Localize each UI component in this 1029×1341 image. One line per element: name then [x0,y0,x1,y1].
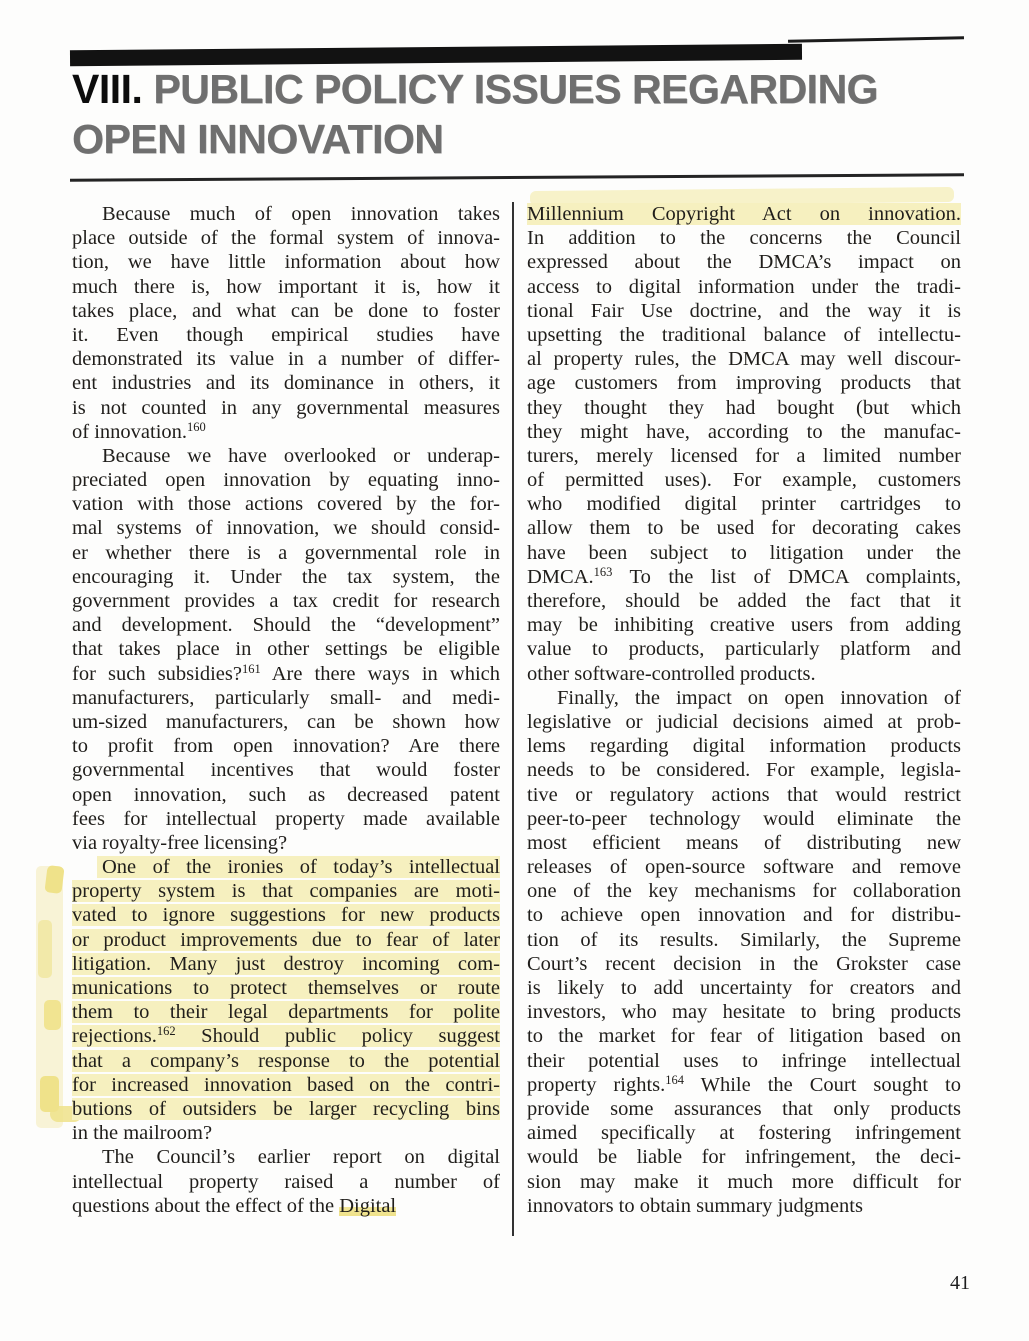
text-line: demonstrated its value in a number of differ- [72,348,500,371]
highlighted-text: rejections.$^{162}$ Should public policy suggest [72,1024,500,1048]
text-line: and development. Should the “development” [72,614,500,637]
text-line [72,855,500,879]
highlighter-streak [44,865,64,894]
text-line: al property rules, the DMCA may well discour- [527,348,961,371]
highlighted-text: One of the ironies of today’s intellectual [102,856,500,879]
text-line: preciated open innovation by equating inno- [72,469,500,492]
highlighter-streak [44,1000,61,1030]
text-line: one of the key mechanisms for collaboration [527,880,961,903]
paragraph [72,855,500,1145]
text-line: tional Fair Use doctrine, and the way it is [527,299,961,322]
highlighted-text: litigation. Many just destroy incoming com- [72,952,500,975]
text-line: open innovation, such as decreased patent [72,783,500,806]
text-line: who modified digital printer cartridges to [527,493,961,516]
footnote-ref: 160 [187,419,206,434]
text-line [72,1049,500,1073]
text-line: DMCA.$^{163}$ To the list of DMCA complaints, [527,564,961,588]
scan-artifact-line [788,36,964,42]
text-line: property rights.$^{164}$ While the Court sought to [527,1072,961,1096]
heading-black-bar [70,44,802,66]
paragraph [527,686,961,1218]
text-line: much there is, how important it is, how it [72,275,500,298]
paragraph [72,1145,500,1218]
paragraph [72,444,500,855]
text-line [72,1097,500,1121]
left-column [72,202,500,1236]
footnote-ref: 164 [665,1072,685,1087]
section-heading [72,64,892,164]
text-line: that takes place in other settings be eligible [72,638,500,661]
text-line: releases of open-source software and remove [527,856,961,879]
highlighted-text: or product improvements due to fear of later [72,928,500,951]
section-title [72,66,878,162]
text-line [527,202,961,226]
text-line: would be liable for infringement, the deci- [527,1146,961,1169]
highlighter-streak [38,920,52,978]
text-line: to profit from open innovation? Are there [72,735,500,758]
text-line: vation with those actions covered by the for- [72,493,500,516]
highlighted-text: Millennium Copyright Act on innovation. [527,203,961,225]
text-line: other software-controlled products. [527,662,816,685]
text-line: sion may make it much more difficult for [527,1170,961,1193]
text-line: ent industries and its dominance in others, it [72,372,500,395]
text-line: of permitted uses). For example, customers [527,469,961,492]
heading-rule [70,173,964,181]
text-line: governmental incentives that would foster [72,759,500,782]
text-line: age customers from improving products that [527,372,961,395]
text-line: Court’s recent decision in the Grokster case [527,952,961,975]
text-line: place outside of the formal system of innova- [72,227,500,250]
text-line: of innovation.$^{160}$ [72,419,206,443]
section-title-line1: PUBLIC POLICY ISSUES REGARDING [153,66,878,112]
text-line: may be inhibiting creative users from adding [527,614,961,637]
text-line: access to digital information under the tradi- [527,275,961,298]
text-line: is not counted in any governmental measures [72,396,500,419]
text-line: peer-to-peer technology would eliminate the [527,807,961,830]
text-line: encouraging it. Under the tax system, the [72,565,500,588]
text-line: allow them to be used for decorating cakes [527,517,961,540]
highlighted-text: that a company’s response to the potential [72,1049,500,1072]
text-line: via royalty-free licensing? [72,831,288,854]
text-line [72,976,500,1000]
text-line: upsetting the traditional balance of intellectu- [527,323,961,346]
text-line: needs to be considered. For example, legisla- [527,759,961,782]
text-line: takes place, and what can be done to foster [72,299,500,322]
text-line: in the mailroom? [72,1122,213,1145]
text-line [72,1000,500,1024]
text-line: they thought they had bought (but which [527,396,961,419]
text-line: Because much of open innovation takes [102,203,500,225]
text-line: tion, we have little information about how [72,251,500,274]
text-line: have been subject to litigation under the [527,541,961,564]
text-line: um-sized manufacturers, can be shown how [72,710,500,733]
section-numeral: VIII. [72,66,143,112]
right-column [527,202,961,1236]
text-line: lems regarding digital information products [527,735,961,758]
highlighted-text: for increased innovation based on the contri- [72,1073,500,1096]
text-line: manufacturers, particularly small- and medi- [72,686,500,709]
column-divider [512,202,514,1236]
text-line: legislative or judicial decisions aimed at prob- [527,710,961,733]
text-line: therefore, should be added the fact that it [527,590,961,612]
text-line: tion of its results. Similarly, the Supreme [527,928,961,951]
text-line: Because we have overlooked or underap- [102,444,500,467]
text-line: fees for intellectual property made available [72,807,500,830]
highlighted-text: vated to ignore suggestions for new products [72,904,500,927]
text-line: provide some assurances that only products [527,1097,961,1120]
text-line: er whether there is a governmental role in [72,541,500,564]
section-title-line2: OPEN INNOVATION [72,116,444,162]
text-line [72,928,500,952]
text-line: innovators to obtain summary judgments [527,1194,863,1217]
footnote-ref: 161 [241,661,261,676]
text-line: their potential uses to infringe intellectual [527,1049,961,1072]
highlighted-text: munications to protect themselves or route [72,977,500,999]
footnote-ref: 163 [593,564,613,579]
text-line: is likely to add uncertainty for creators and [527,977,961,999]
text-line: questions about the effect of the Digital [72,1194,397,1217]
text-line: they might have, according to the manufac- [527,420,961,443]
text-line: intellectual property raised a number of [72,1170,500,1193]
text-line: The Council’s earlier report on digital [102,1146,500,1169]
text-line [72,952,500,976]
text-line: tive or regulatory actions that would restrict [527,783,961,806]
text-line: aimed specifically at fostering infringement [527,1122,961,1145]
text-line: In addition to the concerns the Council [527,227,961,250]
footnote-ref: 162 [156,1024,176,1039]
text-line [72,879,500,903]
paragraph [527,202,961,686]
text-line: value to products, particularly platform and [527,638,961,661]
text-line [72,1024,500,1048]
text-line: mal systems of innovation, we should consid- [72,517,500,540]
text-line: turers, merely licensed for a limited number [527,444,961,467]
text-line [72,903,500,927]
highlight-smudge: Digital [339,1194,397,1217]
text-line: most efficient means of distributing new [527,831,961,854]
text-line: expressed about the DMCA’s impact on [527,251,961,274]
text-line: government provides a tax credit for research [72,590,500,612]
text-line: it. Even though empirical studies have [72,323,500,346]
body-columns [72,202,961,1236]
highlighted-text: butions of outsiders be larger recycling bins [72,1097,500,1120]
text-line: to the market for fear of litigation based on [527,1025,961,1048]
page-number: 41 [950,1272,970,1294]
text-line: to achieve open innovation and for distribu- [527,904,961,927]
paragraph [72,202,500,444]
highlighted-text: them to their legal departments for polite [72,1001,500,1024]
text-line: Finally, the impact on open innovation of [557,686,961,709]
text-line: investors, who may hesitate to bring products [527,1001,961,1024]
highlighted-text: property system is that companies are moti- [72,880,500,903]
text-line [72,1073,500,1097]
text-line: for such subsidies?$^{161}$ Are there ways in which [72,661,500,685]
